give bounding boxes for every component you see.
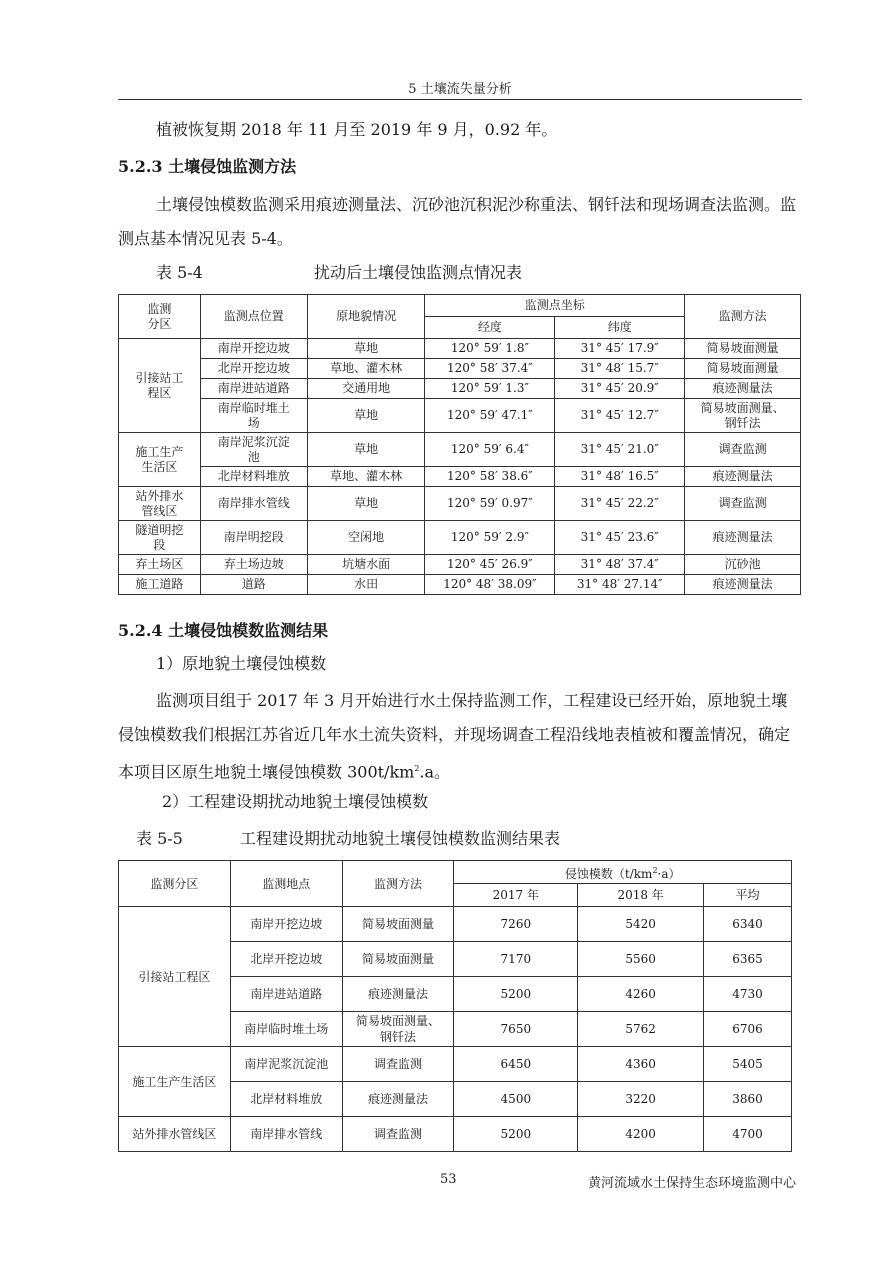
landform-cell: 交通用地	[307, 379, 425, 399]
table-row	[119, 907, 792, 942]
monitoring-points-table	[118, 294, 801, 595]
t2-header-modulus: 侵蚀模数$(t/km^2\cdot a)$	[454, 861, 792, 884]
method-cell: 痕迹测量法	[685, 575, 801, 595]
table-row	[119, 575, 801, 595]
t1-header-location: 监测点位置	[200, 295, 307, 339]
latitude-cell: 31° 48′ 16.5″	[555, 467, 685, 487]
value-2018-cell: 3220	[578, 1082, 704, 1117]
value-2018-cell: 4360	[578, 1047, 704, 1082]
value-2018-cell: 4260	[578, 977, 704, 1012]
longitude-cell: 120° 58′ 37.4″	[425, 359, 555, 379]
method-cell: 痕迹测量法	[342, 977, 454, 1012]
location-cell: 南岸排水管线	[200, 487, 307, 521]
method-cell: 沉砂池	[685, 555, 801, 575]
page-number: 53	[440, 1172, 457, 1187]
latitude-cell: 31° 45′ 22.2″	[555, 487, 685, 521]
longitude-cell: 120° 59′ 47.1″	[425, 399, 555, 433]
method-cell: 调查监测	[342, 1117, 454, 1152]
value-2018-cell: 5762	[578, 1012, 704, 1047]
t2-header-site: 监测地点	[230, 861, 342, 907]
site-cell: 南岸泥浆沉淀池	[230, 1047, 342, 1082]
zone-cell: 隧道明挖 段	[119, 521, 201, 555]
value-2017-cell: 7170	[454, 942, 578, 977]
latitude-cell: 31° 45′ 20.9″	[555, 379, 685, 399]
original-subheading: 1）原地貌土壤侵蚀模数	[156, 654, 327, 673]
zone-cell: 施工道路	[119, 575, 201, 595]
value-2017-cell: 6450	[454, 1047, 578, 1082]
t1-header-zone: 监测 分区	[119, 295, 201, 339]
method-cell: 简易坡面测量	[342, 907, 454, 942]
landform-cell: 草地	[307, 433, 425, 467]
t1-header-method: 监测方法	[685, 295, 801, 339]
table2-title: 工程建设期扰动地貌土壤侵蚀模数监测结果表	[240, 829, 561, 848]
value-2017-cell: 5200	[454, 977, 578, 1012]
table-row	[119, 359, 801, 379]
zone-cell: 引接站工程区	[119, 907, 231, 1047]
value-avg-cell: 6365	[704, 942, 792, 977]
site-cell: 南岸排水管线	[230, 1117, 342, 1152]
method-cell: 痕迹测量法	[342, 1082, 454, 1117]
value-2018-cell: 4200	[578, 1117, 704, 1152]
value-2017-cell: 5200	[454, 1117, 578, 1152]
t1-header-lon: 经度	[425, 317, 555, 339]
longitude-cell: 120° 58′ 38.6″	[425, 467, 555, 487]
longitude-cell: 120° 59′ 1.8″	[425, 339, 555, 359]
location-cell: 南岸开挖边坡	[200, 339, 307, 359]
t1-header-landform: 原地貌情况	[307, 295, 425, 339]
table-row	[119, 379, 801, 399]
location-cell: 北岸材料堆放	[200, 467, 307, 487]
location-cell: 弃土场边坡	[200, 555, 307, 575]
longitude-cell: 120° 59′ 2.9″	[425, 521, 555, 555]
location-cell: 北岸开挖边坡	[200, 359, 307, 379]
table1-number: 表 5-4	[156, 263, 203, 282]
zone-cell: 弃土场区	[119, 555, 201, 575]
table1-title: 扰动后土壤侵蚀监测点情况表	[314, 263, 523, 282]
method-cell: 简易坡面测量	[685, 339, 801, 359]
t2-header-zone: 监测分区	[119, 861, 231, 907]
method-cell: 痕迹测量法	[685, 379, 801, 399]
zone-cell: 站外排水 管线区	[119, 487, 201, 521]
value-2018-cell: 5560	[578, 942, 704, 977]
latitude-cell: 31° 45′ 21.0″	[555, 433, 685, 467]
method-cell: 简易坡面测量	[685, 359, 801, 379]
latitude-cell: 31° 45′ 17.9″	[555, 339, 685, 359]
value-2017-cell: 4500	[454, 1082, 578, 1117]
value-avg-cell: 5405	[704, 1047, 792, 1082]
latitude-cell: 31° 48′ 37.4″	[555, 555, 685, 575]
method-cell: 调查监测	[685, 487, 801, 521]
footer-organization: 黄河流域水土保持生态环境监测中心	[587, 1176, 796, 1191]
landform-cell: 草地、灌木林	[307, 467, 425, 487]
table-row	[119, 1117, 792, 1152]
site-cell: 南岸临时堆土场	[230, 1012, 342, 1047]
location-cell: 南岸泥浆沉淀 池	[200, 433, 307, 467]
zone-cell: 站外排水管线区	[119, 1117, 231, 1152]
table-row	[119, 339, 801, 359]
site-cell: 南岸开挖边坡	[230, 907, 342, 942]
landform-cell: 坑塘水面	[307, 555, 425, 575]
method-cell: 痕迹测量法	[685, 521, 801, 555]
table-row	[119, 1047, 792, 1082]
t2-header-2017: 2017 年	[454, 884, 578, 907]
value-avg-cell: 4700	[704, 1117, 792, 1152]
longitude-cell: 120° 59′ 0.97″	[425, 487, 555, 521]
results-heading: 5.2.4 土壤侵蚀模数监测结果	[118, 621, 329, 640]
location-cell: 道路	[200, 575, 307, 595]
value-avg-cell: 4730	[704, 977, 792, 1012]
methods-paragraph: 土壤侵蚀模数监测采用痕迹测量法、沉砂池沉积泥沙称重法、钢钎法和现场调查法监测。监测点基本情况见表 5-4。	[118, 195, 797, 248]
zone-cell: 施工生产 生活区	[119, 433, 201, 487]
value-avg-cell: 6340	[704, 907, 792, 942]
longitude-cell: 120° 48′ 38.09″	[425, 575, 555, 595]
location-cell: 南岸进站道路	[200, 379, 307, 399]
table-row	[119, 467, 801, 487]
value-2017-cell: 7650	[454, 1012, 578, 1047]
table2-number: 表 5-5	[136, 829, 183, 848]
table-row	[119, 487, 801, 521]
landform-cell: 草地、灌木林	[307, 359, 425, 379]
method-cell: 简易坡面测量、 钢钎法	[342, 1012, 454, 1047]
landform-cell: 草地	[307, 339, 425, 359]
site-cell: 北岸开挖边坡	[230, 942, 342, 977]
method-cell: 调查监测	[685, 433, 801, 467]
methods-heading: 5.2.3 土壤侵蚀监测方法	[118, 157, 297, 176]
location-cell: 南岸临时堆土 场	[200, 399, 307, 433]
method-cell: 简易坡面测量	[342, 942, 454, 977]
recovery-paragraph: 植被恢复期 2018 年 11 月至 2019 年 9 月，0.92 年。	[156, 120, 558, 139]
site-cell: 南岸进站道路	[230, 977, 342, 1012]
t1-header-lat: 纬度	[555, 317, 685, 339]
zone-cell: 施工生产生活区	[119, 1047, 231, 1117]
latitude-cell: 31° 48′ 15.7″	[555, 359, 685, 379]
latitude-cell: 31° 45′ 23.6″	[555, 521, 685, 555]
value-avg-cell: 3860	[704, 1082, 792, 1117]
t1-header-coord: 监测点坐标	[425, 295, 685, 317]
header-rule	[118, 99, 802, 100]
table-row	[119, 399, 801, 433]
t2-header-2018: 2018 年	[578, 884, 704, 907]
longitude-cell: 120° 59′ 1.3″	[425, 379, 555, 399]
latitude-cell: 31° 48′ 27.14″	[555, 575, 685, 595]
original-paragraph: 监测项目组于 2017 年 3 月开始进行水土保持监测工作，工程建设已经开始，原地貌土壤侵蚀模数我们根据江苏省近几年水土流失资料，并现场调查工程沿线地表植被和覆盖情况，确定本项目区原生地貌土壤侵蚀模数 $300t/km^2.a$。	[118, 691, 791, 782]
landform-cell: 草地	[307, 487, 425, 521]
construction-subheading: 2）工程建设期扰动地貌土壤侵蚀模数	[162, 792, 429, 811]
longitude-cell: 120° 45′ 26.9″	[425, 555, 555, 575]
erosion-results-table	[118, 860, 792, 1152]
longitude-cell: 120° 59′ 6.4″	[425, 433, 555, 467]
value-avg-cell: 6706	[704, 1012, 792, 1047]
t2-header-method: 监测方法	[342, 861, 454, 907]
landform-cell: 水田	[307, 575, 425, 595]
latitude-cell: 31° 45′ 12.7″	[555, 399, 685, 433]
value-2017-cell: 7260	[454, 907, 578, 942]
method-cell: 调查监测	[342, 1047, 454, 1082]
table-row	[119, 555, 801, 575]
running-header: 5 土壤流失量分析	[408, 82, 512, 97]
t2-header-avg: 平均	[704, 884, 792, 907]
value-2018-cell: 5420	[578, 907, 704, 942]
table-row	[119, 433, 801, 467]
site-cell: 北岸材料堆放	[230, 1082, 342, 1117]
landform-cell: 空闲地	[307, 521, 425, 555]
location-cell: 南岸明挖段	[200, 521, 307, 555]
zone-cell: 引接站工 程区	[119, 339, 201, 433]
method-cell: 简易坡面测量、 钢钎法	[685, 399, 801, 433]
method-cell: 痕迹测量法	[685, 467, 801, 487]
table-row	[119, 521, 801, 555]
landform-cell: 草地	[307, 399, 425, 433]
